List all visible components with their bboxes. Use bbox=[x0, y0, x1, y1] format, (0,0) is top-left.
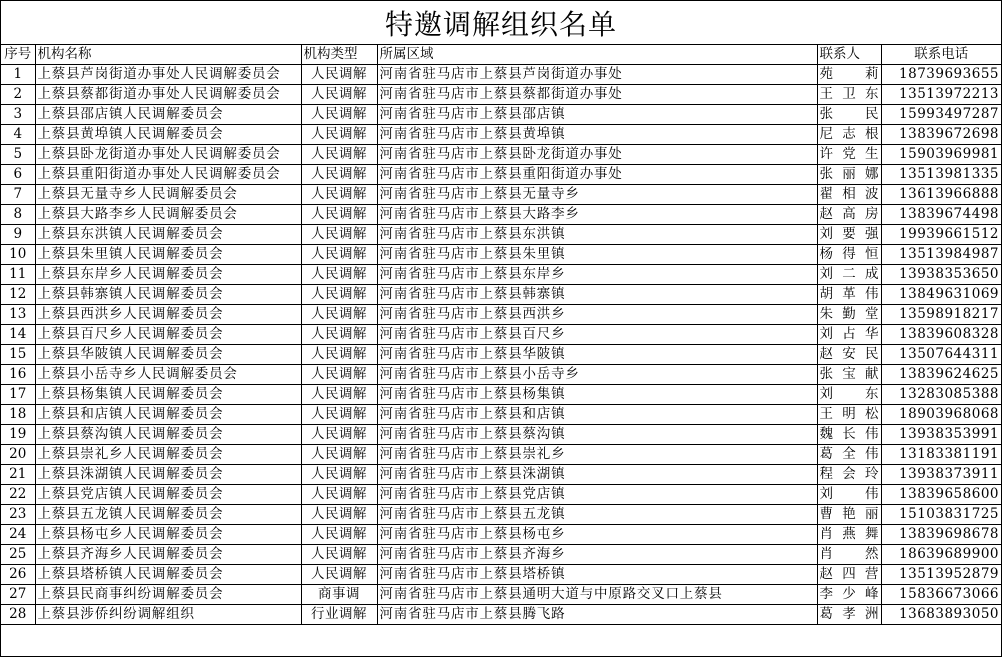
header-org-type[interactable]: 机构类型 bbox=[301, 45, 377, 65]
cell-index[interactable]: 24 bbox=[1, 525, 35, 545]
mediation-org-table bbox=[1, 45, 1001, 625]
cell-index[interactable]: 16 bbox=[1, 365, 35, 385]
cell-index[interactable]: 5 bbox=[1, 145, 35, 165]
cell-region[interactable]: 河南省驻马店市上蔡县黄埠镇 bbox=[377, 125, 817, 145]
cell-region[interactable]: 河南省驻马店市上蔡县塔桥镇 bbox=[377, 565, 817, 585]
cell-phone[interactable]: 18739693655 bbox=[881, 65, 1001, 85]
cell-org-type[interactable]: 人民调解 bbox=[301, 325, 377, 345]
cell-org-type[interactable]: 人民调解 bbox=[301, 125, 377, 145]
cell-phone[interactable]: 13598918217 bbox=[881, 305, 1001, 325]
cell-phone[interactable]: 13938353650 bbox=[881, 265, 1001, 285]
cell-phone[interactable]: 13507644311 bbox=[881, 345, 1001, 365]
cell-phone[interactable]: 13839672698 bbox=[881, 125, 1001, 145]
cell-contact[interactable]: 刘 伟 bbox=[817, 485, 881, 505]
cell-index[interactable]: 17 bbox=[1, 385, 35, 405]
cell-phone[interactable]: 13839608328 bbox=[881, 325, 1001, 345]
cell-index[interactable]: 8 bbox=[1, 205, 35, 225]
cell-org-name[interactable]: 上蔡县韩寨镇人民调解委员会 bbox=[35, 285, 301, 305]
cell-org-name[interactable]: 上蔡县重阳街道办事处人民调解委员会 bbox=[35, 165, 301, 185]
cell-contact[interactable]: 朱勤堂 bbox=[817, 305, 881, 325]
cell-org-type[interactable]: 商事调 bbox=[301, 585, 377, 605]
cell-index[interactable]: 1 bbox=[1, 65, 35, 85]
cell-org-type[interactable]: 人民调解 bbox=[301, 405, 377, 425]
cell-contact[interactable]: 王卫东 bbox=[817, 85, 881, 105]
cell-region[interactable]: 河南省驻马店市上蔡县东岸乡 bbox=[377, 265, 817, 285]
table-row bbox=[1, 225, 1001, 245]
cell-index[interactable]: 25 bbox=[1, 545, 35, 565]
cell-index[interactable]: 18 bbox=[1, 405, 35, 425]
cell-org-type[interactable]: 人民调解 bbox=[301, 425, 377, 445]
cell-index[interactable]: 23 bbox=[1, 505, 35, 525]
cell-contact[interactable]: 刘二成 bbox=[817, 265, 881, 285]
table-row bbox=[1, 385, 1001, 405]
table-row bbox=[1, 165, 1001, 185]
cell-org-name[interactable]: 上蔡县西洪乡人民调解委员会 bbox=[35, 305, 301, 325]
cell-org-name[interactable]: 上蔡县和店镇人民调解委员会 bbox=[35, 405, 301, 425]
cell-region[interactable]: 河南省驻马店市上蔡县和店镇 bbox=[377, 405, 817, 425]
cell-org-name[interactable]: 上蔡县五龙镇人民调解委员会 bbox=[35, 505, 301, 525]
header-org-name[interactable]: 机构名称 bbox=[35, 45, 301, 65]
cell-index[interactable]: 4 bbox=[1, 125, 35, 145]
cell-contact[interactable]: 杨得恒 bbox=[817, 245, 881, 265]
cell-region[interactable]: 河南省驻马店市上蔡县无量寺乡 bbox=[377, 185, 817, 205]
cell-org-name[interactable]: 上蔡县芦岗街道办事处人民调解委员会 bbox=[35, 65, 301, 85]
cell-org-type[interactable]: 人民调解 bbox=[301, 105, 377, 125]
cell-contact[interactable]: 刘占华 bbox=[817, 325, 881, 345]
table-row bbox=[1, 585, 1001, 605]
cell-contact[interactable]: 翟相波 bbox=[817, 185, 881, 205]
cell-org-type[interactable]: 人民调解 bbox=[301, 465, 377, 485]
table-row bbox=[1, 445, 1001, 465]
cell-region[interactable]: 河南省驻马店市上蔡县通明大道与中原路交叉口上蔡县 bbox=[377, 585, 817, 605]
cell-index[interactable]: 22 bbox=[1, 485, 35, 505]
cell-org-name[interactable]: 上蔡县朱里镇人民调解委员会 bbox=[35, 245, 301, 265]
cell-contact[interactable]: 张 民 bbox=[817, 105, 881, 125]
cell-org-type[interactable]: 人民调解 bbox=[301, 445, 377, 465]
table-row bbox=[1, 125, 1001, 145]
cell-phone[interactable]: 13839624625 bbox=[881, 365, 1001, 385]
cell-contact[interactable]: 赵四营 bbox=[817, 565, 881, 585]
cell-region[interactable]: 河南省驻马店市上蔡县西洪乡 bbox=[377, 305, 817, 325]
table-row bbox=[1, 485, 1001, 505]
cell-phone[interactable]: 18903968068 bbox=[881, 405, 1001, 425]
cell-region[interactable]: 河南省驻马店市上蔡县崇礼乡 bbox=[377, 445, 817, 465]
cell-contact[interactable]: 魏长伟 bbox=[817, 425, 881, 445]
cell-index[interactable]: 26 bbox=[1, 565, 35, 585]
cell-org-name[interactable]: 上蔡县崇礼乡人民调解委员会 bbox=[35, 445, 301, 465]
cell-org-name[interactable]: 上蔡县无量寺乡人民调解委员会 bbox=[35, 185, 301, 205]
cell-phone[interactable]: 13938353991 bbox=[881, 425, 1001, 445]
cell-org-name[interactable]: 上蔡县卧龙街道办事处人民调解委员会 bbox=[35, 145, 301, 165]
table-row bbox=[1, 325, 1001, 345]
cell-phone[interactable]: 13849631069 bbox=[881, 285, 1001, 305]
cell-index[interactable]: 19 bbox=[1, 425, 35, 445]
cell-contact[interactable]: 刘要强 bbox=[817, 225, 881, 245]
cell-org-name[interactable]: 上蔡县涉侨纠纷调解组织 bbox=[35, 605, 301, 625]
cell-region[interactable]: 河南省驻马店市上蔡县腾飞路 bbox=[377, 605, 817, 625]
cell-org-type[interactable]: 人民调解 bbox=[301, 305, 377, 325]
sheet-title: 特邀调解组织名单 bbox=[1, 1, 1001, 45]
table-row bbox=[1, 425, 1001, 445]
table-row bbox=[1, 285, 1001, 305]
cell-region[interactable]: 河南省驻马店市上蔡县百尺乡 bbox=[377, 325, 817, 345]
cell-org-name[interactable]: 上蔡县大路李乡人民调解委员会 bbox=[35, 205, 301, 225]
cell-contact[interactable]: 肖 然 bbox=[817, 545, 881, 565]
cell-contact[interactable]: 葛全伟 bbox=[817, 445, 881, 465]
cell-contact[interactable]: 赵高房 bbox=[817, 205, 881, 225]
cell-index[interactable]: 9 bbox=[1, 225, 35, 245]
cell-phone[interactable]: 13613966888 bbox=[881, 185, 1001, 205]
cell-region[interactable]: 河南省驻马店市上蔡县东洪镇 bbox=[377, 225, 817, 245]
cell-phone[interactable]: 13839658600 bbox=[881, 485, 1001, 505]
cell-index[interactable]: 13 bbox=[1, 305, 35, 325]
cell-org-type[interactable]: 人民调解 bbox=[301, 185, 377, 205]
cell-contact[interactable]: 曹艳丽 bbox=[817, 505, 881, 525]
cell-org-type[interactable]: 人民调解 bbox=[301, 225, 377, 245]
cell-org-type[interactable]: 人民调解 bbox=[301, 165, 377, 185]
cell-org-name[interactable]: 上蔡县杨屯乡人民调解委员会 bbox=[35, 525, 301, 545]
cell-index[interactable]: 3 bbox=[1, 105, 35, 125]
cell-org-type[interactable]: 人民调解 bbox=[301, 385, 377, 405]
cell-contact[interactable]: 张丽娜 bbox=[817, 165, 881, 185]
cell-index[interactable]: 11 bbox=[1, 265, 35, 285]
cell-contact[interactable]: 王明松 bbox=[817, 405, 881, 425]
cell-region[interactable]: 河南省驻马店市上蔡县杨屯乡 bbox=[377, 525, 817, 545]
cell-org-name[interactable]: 上蔡县蔡都街道办事处人民调解委员会 bbox=[35, 85, 301, 105]
cell-region[interactable]: 河南省驻马店市上蔡县党店镇 bbox=[377, 485, 817, 505]
table-row bbox=[1, 525, 1001, 545]
cell-phone[interactable]: 13513984987 bbox=[881, 245, 1001, 265]
cell-org-name[interactable]: 上蔡县洙湖镇人民调解委员会 bbox=[35, 465, 301, 485]
cell-org-type[interactable]: 人民调解 bbox=[301, 345, 377, 365]
cell-org-type[interactable]: 人民调解 bbox=[301, 565, 377, 585]
table-body bbox=[1, 65, 1001, 625]
cell-region[interactable]: 河南省驻马店市上蔡县邵店镇 bbox=[377, 105, 817, 125]
table-row bbox=[1, 305, 1001, 325]
cell-region[interactable]: 河南省驻马店市上蔡县卧龙街道办事处 bbox=[377, 145, 817, 165]
table-row bbox=[1, 105, 1001, 125]
header-phone[interactable]: 联系电话 bbox=[881, 45, 1001, 65]
cell-phone[interactable]: 13283085388 bbox=[881, 385, 1001, 405]
cell-org-type[interactable]: 人民调解 bbox=[301, 65, 377, 85]
cell-region[interactable]: 河南省驻马店市上蔡县小岳寺乡 bbox=[377, 365, 817, 385]
table-row bbox=[1, 65, 1001, 85]
cell-org-name[interactable]: 上蔡县东岸乡人民调解委员会 bbox=[35, 265, 301, 285]
cell-org-name[interactable]: 上蔡县塔桥镇人民调解委员会 bbox=[35, 565, 301, 585]
table-row bbox=[1, 545, 1001, 565]
table-row bbox=[1, 265, 1001, 285]
table-row bbox=[1, 465, 1001, 485]
cell-org-type[interactable]: 人民调解 bbox=[301, 265, 377, 285]
cell-org-type[interactable]: 人民调解 bbox=[301, 285, 377, 305]
cell-contact[interactable]: 程会玲 bbox=[817, 465, 881, 485]
cell-contact[interactable]: 葛孝洲 bbox=[817, 605, 881, 625]
cell-phone[interactable]: 13839674498 bbox=[881, 205, 1001, 225]
cell-org-name[interactable]: 上蔡县小岳寺乡人民调解委员会 bbox=[35, 365, 301, 385]
cell-org-type[interactable]: 行业调解 bbox=[301, 605, 377, 625]
cell-region[interactable]: 河南省驻马店市上蔡县蔡都街道办事处 bbox=[377, 85, 817, 105]
cell-contact[interactable]: 张宝献 bbox=[817, 365, 881, 385]
cell-org-type[interactable]: 人民调解 bbox=[301, 485, 377, 505]
table-row bbox=[1, 145, 1001, 165]
cell-org-type[interactable]: 人民调解 bbox=[301, 245, 377, 265]
cell-region[interactable]: 河南省驻马店市上蔡县朱里镇 bbox=[377, 245, 817, 265]
table-row bbox=[1, 405, 1001, 425]
cell-region[interactable]: 河南省驻马店市上蔡县重阳街道办事处 bbox=[377, 165, 817, 185]
cell-index[interactable]: 7 bbox=[1, 185, 35, 205]
cell-phone[interactable]: 13938373911 bbox=[881, 465, 1001, 485]
cell-phone[interactable]: 13513981335 bbox=[881, 165, 1001, 185]
header-index[interactable]: 序号 bbox=[1, 45, 35, 65]
cell-phone[interactable]: 13513952879 bbox=[881, 565, 1001, 585]
cell-org-type[interactable]: 人民调解 bbox=[301, 365, 377, 385]
table-row bbox=[1, 605, 1001, 625]
cell-phone[interactable]: 19939661512 bbox=[881, 225, 1001, 245]
cell-contact[interactable]: 许党生 bbox=[817, 145, 881, 165]
cell-phone[interactable]: 15103831725 bbox=[881, 505, 1001, 525]
cell-org-name[interactable]: 上蔡县黄埠镇人民调解委员会 bbox=[35, 125, 301, 145]
table-row bbox=[1, 245, 1001, 265]
table-row bbox=[1, 565, 1001, 585]
cell-region[interactable]: 河南省驻马店市上蔡县华陂镇 bbox=[377, 345, 817, 365]
cell-phone[interactable]: 15903969981 bbox=[881, 145, 1001, 165]
cell-index[interactable]: 15 bbox=[1, 345, 35, 365]
cell-org-name[interactable]: 上蔡县东洪镇人民调解委员会 bbox=[35, 225, 301, 245]
cell-contact[interactable]: 刘 东 bbox=[817, 385, 881, 405]
cell-region[interactable]: 河南省驻马店市上蔡县杨集镇 bbox=[377, 385, 817, 405]
cell-index[interactable]: 20 bbox=[1, 445, 35, 465]
cell-region[interactable]: 河南省驻马店市上蔡县芦岗街道办事处 bbox=[377, 65, 817, 85]
cell-org-name[interactable]: 上蔡县蔡沟镇人民调解委员会 bbox=[35, 425, 301, 445]
cell-region[interactable]: 河南省驻马店市上蔡县五龙镇 bbox=[377, 505, 817, 525]
cell-contact[interactable]: 尼志根 bbox=[817, 125, 881, 145]
header-region[interactable]: 所属区域 bbox=[377, 45, 817, 65]
cell-contact[interactable]: 苑 莉 bbox=[817, 65, 881, 85]
cell-region[interactable]: 河南省驻马店市上蔡县韩寨镇 bbox=[377, 285, 817, 305]
cell-org-name[interactable]: 上蔡县百尺乡人民调解委员会 bbox=[35, 325, 301, 345]
cell-phone[interactable]: 15836673066 bbox=[881, 585, 1001, 605]
table-row bbox=[1, 345, 1001, 365]
cell-org-name[interactable]: 上蔡县华陂镇人民调解委员会 bbox=[35, 345, 301, 365]
cell-index[interactable]: 21 bbox=[1, 465, 35, 485]
cell-org-type[interactable]: 人民调解 bbox=[301, 525, 377, 545]
cell-org-name[interactable]: 上蔡县齐海乡人民调解委员会 bbox=[35, 545, 301, 565]
cell-phone[interactable]: 18639689900 bbox=[881, 545, 1001, 565]
cell-index[interactable]: 12 bbox=[1, 285, 35, 305]
cell-org-type[interactable]: 人民调解 bbox=[301, 145, 377, 165]
cell-contact[interactable]: 胡革伟 bbox=[817, 285, 881, 305]
cell-org-type[interactable]: 人民调解 bbox=[301, 85, 377, 105]
cell-contact[interactable]: 赵安民 bbox=[817, 345, 881, 365]
cell-index[interactable]: 2 bbox=[1, 85, 35, 105]
table-row bbox=[1, 85, 1001, 105]
cell-org-name[interactable]: 上蔡县邵店镇人民调解委员会 bbox=[35, 105, 301, 125]
cell-region[interactable]: 河南省驻马店市上蔡县齐海乡 bbox=[377, 545, 817, 565]
cell-region[interactable]: 河南省驻马店市上蔡县蔡沟镇 bbox=[377, 425, 817, 445]
cell-index[interactable]: 28 bbox=[1, 605, 35, 625]
header-contact[interactable]: 联系人 bbox=[817, 45, 881, 65]
cell-org-name[interactable]: 上蔡县杨集镇人民调解委员会 bbox=[35, 385, 301, 405]
table-header-row bbox=[1, 45, 1001, 65]
cell-phone[interactable]: 13839698678 bbox=[881, 525, 1001, 545]
table-row bbox=[1, 365, 1001, 385]
cell-org-type[interactable]: 人民调解 bbox=[301, 205, 377, 225]
cell-org-name[interactable]: 上蔡县民商事纠纷调解委员会 bbox=[35, 585, 301, 605]
cell-index[interactable]: 10 bbox=[1, 245, 35, 265]
cell-index[interactable]: 6 bbox=[1, 165, 35, 185]
cell-phone[interactable]: 13183381191 bbox=[881, 445, 1001, 465]
cell-org-type[interactable]: 人民调解 bbox=[301, 505, 377, 525]
cell-index[interactable]: 27 bbox=[1, 585, 35, 605]
cell-region[interactable]: 河南省驻马店市上蔡县洙湖镇 bbox=[377, 465, 817, 485]
cell-phone[interactable]: 15993497287 bbox=[881, 105, 1001, 125]
table-row bbox=[1, 205, 1001, 225]
cell-phone[interactable]: 13683893050 bbox=[881, 605, 1001, 625]
table-row bbox=[1, 185, 1001, 205]
cell-contact[interactable]: 肖燕舞 bbox=[817, 525, 881, 545]
cell-region[interactable]: 河南省驻马店市上蔡县大路李乡 bbox=[377, 205, 817, 225]
cell-index[interactable]: 14 bbox=[1, 325, 35, 345]
table-row bbox=[1, 505, 1001, 525]
cell-contact[interactable]: 李少峰 bbox=[817, 585, 881, 605]
cell-phone[interactable]: 13513972213 bbox=[881, 85, 1001, 105]
cell-org-name[interactable]: 上蔡县党店镇人民调解委员会 bbox=[35, 485, 301, 505]
cell-org-type[interactable]: 人民调解 bbox=[301, 545, 377, 565]
